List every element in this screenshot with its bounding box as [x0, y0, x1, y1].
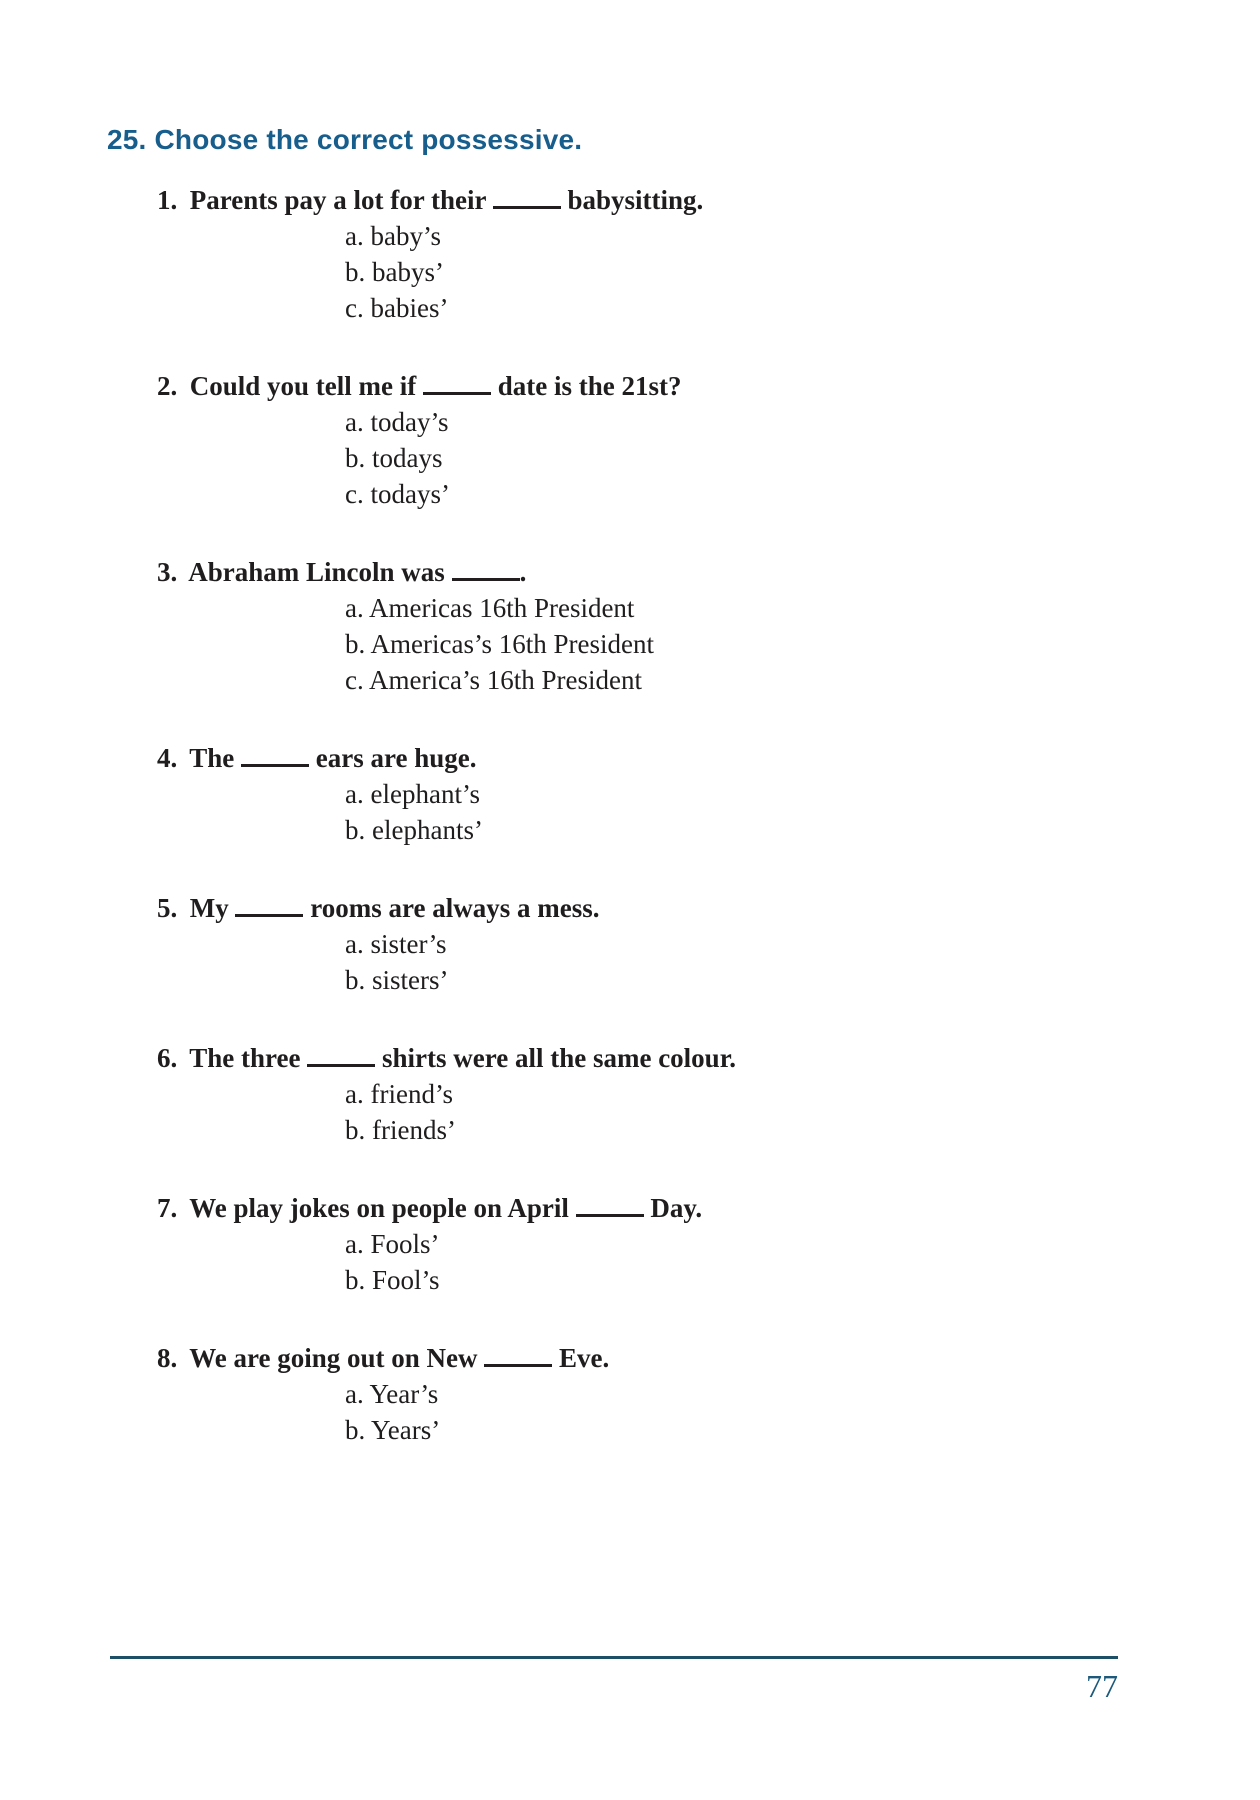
- question-block: [157, 890, 1167, 998]
- option-row: [345, 440, 1167, 476]
- question-pre-text: We play jokes on people on April: [189, 1193, 569, 1223]
- question-number: 3.: [157, 557, 178, 587]
- option-text: Years’: [371, 1415, 441, 1445]
- option-row: [345, 218, 1167, 254]
- answer-blank: [484, 1341, 552, 1367]
- question-block: [157, 368, 1167, 512]
- option-row: [345, 1412, 1167, 1448]
- question-post-text: ears are huge.: [315, 743, 477, 773]
- question-pre-text: The three: [189, 1043, 301, 1073]
- option-text: todays’: [370, 479, 450, 509]
- option-letter: a.: [345, 407, 364, 437]
- option-row: [345, 626, 1167, 662]
- options-list: [157, 404, 1167, 512]
- option-text: friend’s: [370, 1079, 453, 1109]
- option-letter: b.: [345, 1265, 366, 1295]
- question-number: 5.: [157, 893, 178, 923]
- option-letter: a.: [345, 221, 364, 251]
- question-sentence: [157, 1340, 1167, 1376]
- option-row: [345, 590, 1167, 626]
- option-letter: c.: [345, 665, 364, 695]
- option-text: todays: [372, 443, 443, 473]
- question-sentence: [157, 740, 1167, 776]
- question-sentence: [157, 1190, 1167, 1226]
- question-post-text: .: [519, 557, 527, 587]
- option-text: Fool’s: [372, 1265, 440, 1295]
- option-row: [345, 254, 1167, 290]
- question-block: [157, 1190, 1167, 1298]
- option-text: baby’s: [370, 221, 441, 251]
- question-sentence: [157, 182, 1167, 218]
- question-pre-text: We are going out on New: [189, 1343, 478, 1373]
- option-letter: c.: [345, 293, 364, 323]
- option-row: [345, 404, 1167, 440]
- option-text: Year’s: [369, 1379, 439, 1409]
- option-text: elephants’: [372, 815, 483, 845]
- answer-blank: [493, 183, 561, 209]
- option-text: sisters’: [372, 965, 449, 995]
- answer-blank: [452, 555, 520, 581]
- answer-blank: [423, 369, 491, 395]
- option-row: [345, 962, 1167, 998]
- question-number: 4.: [157, 743, 178, 773]
- question-number: 6.: [157, 1043, 178, 1073]
- question-block: [157, 554, 1167, 698]
- question-pre-text: Abraham Lincoln was: [188, 557, 445, 587]
- question-sentence: [157, 1040, 1167, 1076]
- option-letter: b.: [345, 257, 366, 287]
- option-row: [345, 1076, 1167, 1112]
- exercise-title: 25. Choose the correct possessive.: [107, 124, 583, 155]
- option-text: today’s: [370, 407, 449, 437]
- question-number: 2.: [157, 371, 178, 401]
- options-list: [157, 218, 1167, 326]
- option-letter: a.: [345, 1079, 364, 1109]
- option-letter: a.: [345, 929, 364, 959]
- option-row: [345, 1226, 1167, 1262]
- options-list: [157, 1376, 1167, 1448]
- page-number: 77: [1086, 1668, 1118, 1704]
- options-list: [157, 590, 1167, 698]
- options-list: [157, 1226, 1167, 1298]
- option-text: America’s 16th President: [369, 665, 642, 695]
- options-list: [157, 1076, 1167, 1148]
- answer-blank: [307, 1041, 375, 1067]
- question-block: [157, 182, 1167, 326]
- option-text: Fools’: [370, 1229, 440, 1259]
- question-pre-text: My: [189, 893, 229, 923]
- answer-blank: [241, 741, 309, 767]
- option-text: babies’: [370, 293, 449, 323]
- question-post-text: Eve.: [559, 1343, 610, 1373]
- question-sentence: [157, 554, 1167, 590]
- question-post-text: Day.: [650, 1193, 703, 1223]
- options-list: [157, 776, 1167, 848]
- option-text: sister’s: [370, 929, 447, 959]
- option-text: elephant’s: [370, 779, 480, 809]
- question-number: 8.: [157, 1343, 178, 1373]
- question-number: 1.: [157, 185, 178, 215]
- question-number: 7.: [157, 1193, 178, 1223]
- option-letter: c.: [345, 479, 364, 509]
- option-text: Americas’s 16th President: [370, 629, 654, 659]
- option-letter: b.: [345, 815, 366, 845]
- options-list: [157, 926, 1167, 998]
- option-letter: b.: [345, 965, 366, 995]
- option-letter: b.: [345, 629, 366, 659]
- question-sentence: [157, 890, 1167, 926]
- question-post-text: shirts were all the same colour.: [382, 1043, 736, 1073]
- option-letter: b.: [345, 1115, 366, 1145]
- footer-rule: [110, 1656, 1118, 1659]
- option-row: [345, 1112, 1167, 1148]
- question-pre-text: Could you tell me if: [189, 371, 417, 401]
- option-text: Americas 16th President: [369, 593, 635, 623]
- option-row: [345, 1376, 1167, 1412]
- option-letter: b.: [345, 443, 366, 473]
- option-letter: a.: [345, 1379, 364, 1409]
- option-row: [345, 290, 1167, 326]
- question-pre-text: The: [189, 743, 235, 773]
- option-letter: b.: [345, 1415, 366, 1445]
- question-sentence: [157, 368, 1167, 404]
- option-row: [345, 662, 1167, 698]
- option-letter: a.: [345, 593, 364, 623]
- option-row: [345, 776, 1167, 812]
- option-row: [345, 926, 1167, 962]
- option-letter: a.: [345, 779, 364, 809]
- option-row: [345, 476, 1167, 512]
- question-list: [157, 182, 1167, 1490]
- answer-blank: [235, 891, 303, 917]
- option-text: friends’: [372, 1115, 456, 1145]
- option-letter: a.: [345, 1229, 364, 1259]
- question-block: [157, 1040, 1167, 1148]
- question-post-text: rooms are always a mess.: [310, 893, 600, 923]
- question-pre-text: Parents pay a lot for their: [189, 185, 486, 215]
- question-post-text: date is the 21st?: [497, 371, 682, 401]
- question-block: [157, 740, 1167, 848]
- option-text: babys’: [372, 257, 444, 287]
- question-block: [157, 1340, 1167, 1448]
- question-post-text: babysitting.: [567, 185, 704, 215]
- option-row: [345, 1262, 1167, 1298]
- option-row: [345, 812, 1167, 848]
- answer-blank: [576, 1191, 644, 1217]
